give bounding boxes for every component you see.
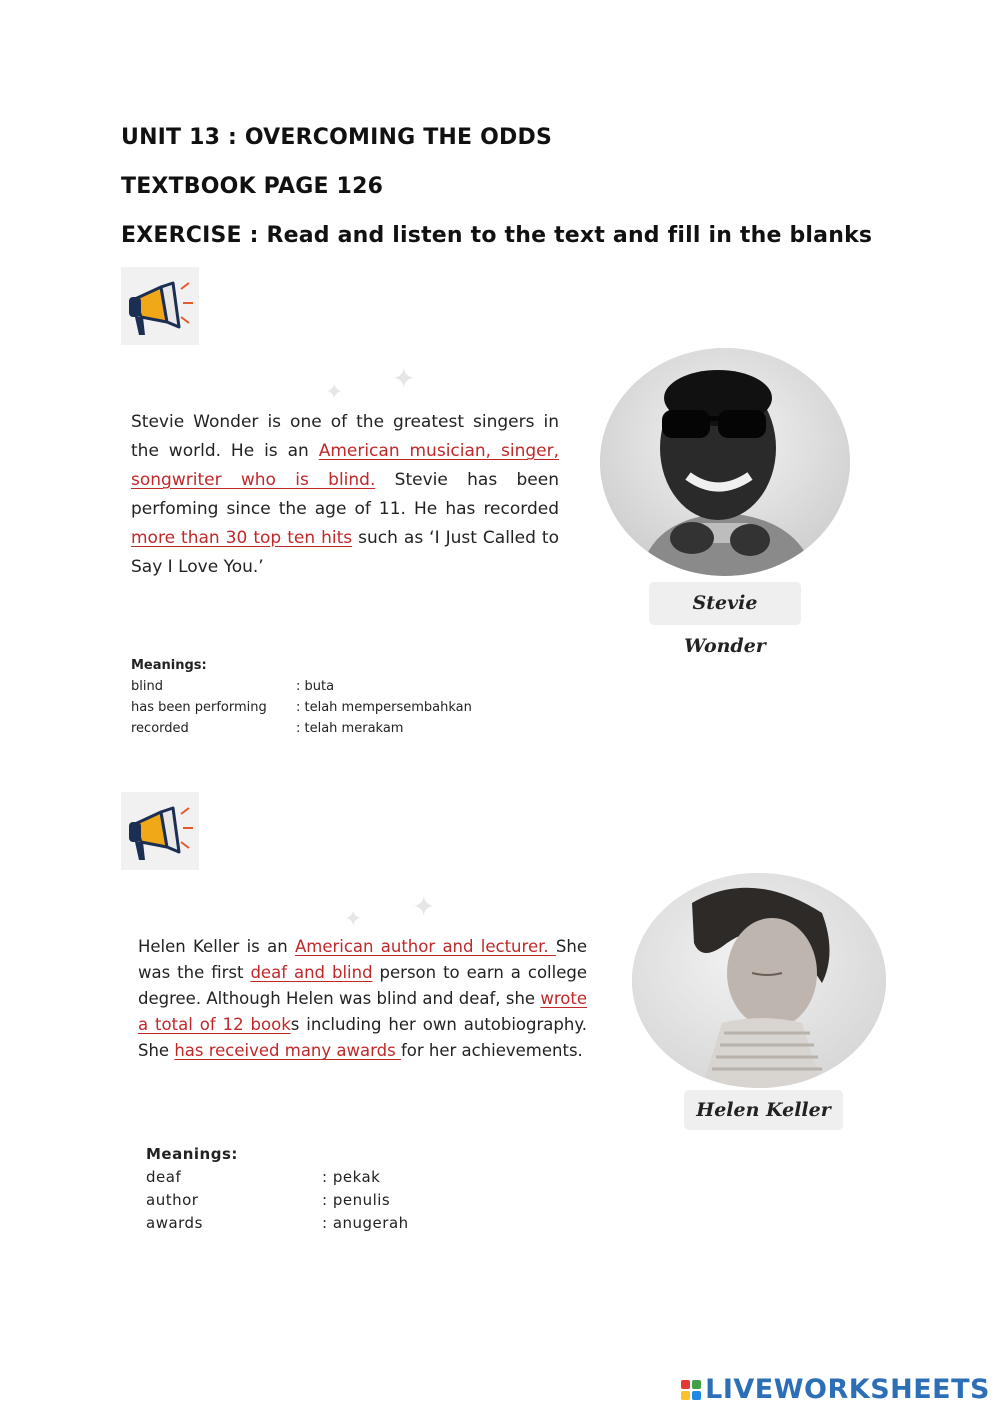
audio-play-button-helen[interactable] xyxy=(121,792,199,870)
text: for her achievements. xyxy=(400,1041,583,1060)
meaning-word: awards xyxy=(146,1214,203,1232)
meaning-translation: : anugerah xyxy=(322,1214,409,1232)
helen-meanings xyxy=(146,1143,409,1235)
brand-icon xyxy=(681,1380,701,1400)
meanings-title: Meanings: xyxy=(146,1145,238,1163)
meanings-title: Meanings: xyxy=(131,658,207,673)
exercise-instructions: EXERCISE : Read and listen to the text and fill in the blanks xyxy=(121,223,873,248)
meaning-word: author xyxy=(146,1191,199,1209)
unit-title: UNIT 13 : OVERCOMING THE ODDS xyxy=(121,125,552,150)
meaning-row xyxy=(146,1166,409,1189)
sparkle-decoration: ✦ xyxy=(344,907,363,932)
meaning-word: has been performing xyxy=(131,700,267,715)
megaphone-icon xyxy=(121,267,199,345)
sparkle-decoration: ✦ xyxy=(325,380,344,405)
answer-blank[interactable]: has received many awards xyxy=(174,1041,401,1060)
helen-paragraph xyxy=(138,934,587,1064)
stevie-meanings xyxy=(131,655,472,739)
text: such as ‘I Just Called to Say I Love You.’ xyxy=(131,528,559,577)
sparkle-decoration: ✦ xyxy=(392,362,416,395)
meaning-word: deaf xyxy=(146,1168,182,1186)
text: She was the first xyxy=(138,937,587,982)
meaning-word: blind xyxy=(131,679,163,694)
stevie-paragraph xyxy=(131,408,559,582)
meaning-row xyxy=(146,1212,409,1235)
helen-caption: Helen Keller xyxy=(684,1090,843,1130)
meaning-row xyxy=(131,676,472,697)
megaphone-icon xyxy=(121,792,199,870)
stevie-wonder-photo xyxy=(600,348,850,576)
stevie-caption: Stevie Wonder xyxy=(649,582,801,625)
answer-blank[interactable]: more than 30 top ten hits xyxy=(131,528,353,548)
meaning-word: recorded xyxy=(131,721,189,736)
answer-blank[interactable]: wrote a total of 12 book xyxy=(138,989,587,1034)
meaning-translation: : buta xyxy=(296,679,335,694)
meaning-row xyxy=(131,697,472,718)
text: Stevie has been perfoming since the age of 11. He has recorded xyxy=(131,470,559,519)
meaning-translation: : telah merakam xyxy=(296,721,404,736)
answer-blank[interactable]: American author and lecturer. xyxy=(294,937,556,956)
text: person to earn a college degree. Although Helen was blind and deaf, she xyxy=(138,963,587,1008)
textbook-page: TEXTBOOK PAGE 126 xyxy=(121,174,384,199)
text: s including her own autobiography. She xyxy=(138,1015,587,1060)
text: Helen Keller is an xyxy=(138,937,295,956)
meaning-translation: : telah mempersembahkan xyxy=(296,700,472,715)
liveworksheets-logo[interactable] xyxy=(681,1374,990,1405)
text: Stevie Wonder is one of the greatest singers in the world. He is an xyxy=(131,412,559,461)
helen-keller-photo xyxy=(632,873,886,1088)
meaning-row xyxy=(146,1189,409,1212)
meaning-translation: : penulis xyxy=(322,1191,391,1209)
audio-play-button-stevie[interactable] xyxy=(121,267,199,345)
answer-blank[interactable]: deaf and blind xyxy=(250,963,373,982)
meaning-translation: : pekak xyxy=(322,1168,381,1186)
answer-blank[interactable]: American musician, singer, songwriter who is blind. xyxy=(131,441,559,490)
brand-name: LIVEWORKSHEETS xyxy=(705,1374,990,1405)
sparkle-decoration: ✦ xyxy=(412,890,436,923)
meaning-row xyxy=(131,718,472,739)
